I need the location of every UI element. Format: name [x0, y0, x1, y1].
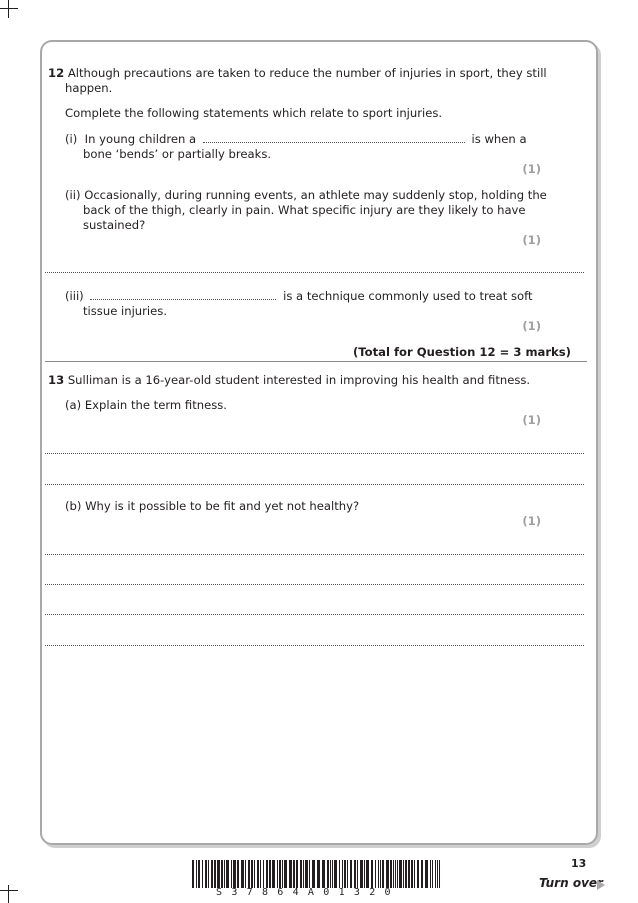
answer-line[interactable] — [45, 584, 584, 585]
barcode-bar — [208, 860, 209, 888]
barcode-bar — [364, 860, 365, 888]
barcode-bar — [266, 860, 268, 888]
question-divider — [45, 361, 587, 362]
barcode-bar — [386, 860, 389, 888]
part-text: is a technique commonly used to treat soft — [283, 289, 533, 303]
part-a-text: (a) Explain the term fitness. — [65, 398, 227, 412]
barcode-bar — [430, 860, 431, 888]
barcode-bar — [344, 860, 346, 888]
barcode-bar — [350, 860, 352, 888]
barcode-bar — [380, 860, 381, 888]
answer-line[interactable] — [45, 453, 584, 454]
marks-label: (1) — [522, 413, 541, 427]
instruction-text: Complete the following statements which relate to sport injuries. — [65, 106, 443, 120]
barcode-bar — [411, 860, 413, 888]
barcode-bar — [403, 860, 404, 888]
answer-line[interactable] — [45, 614, 584, 615]
question-12-stem — [48, 66, 547, 82]
part-ii — [65, 188, 547, 204]
barcode-bar — [245, 860, 246, 888]
part-text: tissue injuries. — [83, 304, 167, 318]
barcode-bar — [303, 860, 304, 888]
barcode-bar — [233, 860, 236, 888]
barcode-bar — [224, 860, 225, 888]
question-13-stem — [48, 373, 530, 389]
barcode-bar — [305, 860, 308, 888]
answer-blank[interactable] — [90, 290, 276, 300]
barcode-bar — [282, 860, 283, 888]
barcode-number: S37864A01320 — [216, 887, 400, 898]
barcode-bar — [397, 860, 398, 888]
barcode-bar — [393, 860, 394, 888]
answer-blank[interactable] — [203, 133, 465, 143]
barcode-bar — [347, 860, 348, 888]
part-text: back of the thigh, clearly in pain. What specific injury are they likely to have — [83, 203, 526, 217]
barcode-bar — [251, 860, 253, 888]
barcode-bar — [231, 860, 232, 888]
barcode-bar — [196, 860, 197, 888]
barcode-bar — [211, 860, 213, 888]
answer-line[interactable] — [45, 554, 584, 555]
barcode-bar — [279, 860, 281, 888]
barcode-bar — [322, 860, 325, 888]
barcode-bar — [260, 860, 261, 888]
barcode-bar — [395, 860, 396, 888]
barcode-bar — [317, 860, 320, 888]
barcode-bar — [382, 860, 384, 888]
barcode-bar — [330, 860, 331, 888]
barcode-bar — [357, 860, 358, 888]
barcode-bar — [217, 860, 220, 888]
barcode-bar — [296, 860, 298, 888]
barcode-bar — [354, 860, 356, 888]
barcode-bar — [437, 860, 438, 888]
barcode-bar — [254, 860, 255, 888]
barcode-bar — [289, 860, 292, 888]
barcode-bar — [312, 860, 315, 888]
barcode-bar — [263, 860, 264, 888]
answer-line[interactable] — [45, 272, 584, 273]
barcode-bar — [417, 860, 419, 888]
part-text: is when a — [471, 132, 527, 146]
barcode-bar — [202, 860, 203, 888]
question-text: Sulliman is a 16-year-old student interested in improving his health and fitness. — [67, 373, 531, 387]
barcode-bar — [414, 860, 415, 888]
barcode-bar — [366, 860, 369, 888]
barcode-bar — [371, 860, 373, 888]
marks-label: (1) — [522, 514, 541, 528]
question-total: (Total for Question 12 = 3 marks) — [353, 345, 571, 359]
barcode-bar — [269, 860, 271, 888]
part-label: (iii) — [65, 289, 84, 303]
barcode-bar — [205, 860, 207, 888]
part-iii — [65, 289, 533, 305]
barcode-bar — [272, 860, 275, 888]
crop-mark — [0, 8, 18, 9]
crop-mark — [8, 885, 9, 903]
part-i — [65, 132, 527, 148]
barcode-bar — [378, 860, 379, 888]
barcode-bar — [327, 860, 329, 888]
barcode-bar — [248, 860, 250, 888]
answer-line[interactable] — [45, 484, 584, 485]
barcode-bar — [399, 860, 402, 888]
answer-line[interactable] — [45, 645, 584, 646]
question-number: 12 — [48, 66, 65, 80]
part-text: In young children a — [84, 132, 197, 146]
barcode-bar — [221, 860, 223, 888]
crop-mark — [8, 0, 9, 18]
barcode-bar — [257, 860, 259, 888]
barcode-bar — [375, 860, 376, 888]
barcode — [192, 860, 442, 888]
barcode-bar — [421, 860, 423, 888]
barcode-bar — [439, 860, 440, 888]
barcode-bar — [339, 860, 340, 888]
barcode-bar — [332, 860, 333, 888]
barcode-bar — [309, 860, 310, 888]
arrow-right-icon — [597, 880, 605, 890]
question-text: Although precautions are taken to reduce the number of injuries in sport, they still — [67, 66, 547, 80]
marks-label: (1) — [522, 319, 541, 333]
marks-label: (1) — [522, 233, 541, 247]
part-label: (i) — [65, 132, 78, 146]
part-b-text: (b) Why is it possible to be fit and yet not healthy? — [65, 499, 360, 513]
barcode-bar — [293, 860, 295, 888]
barcode-bar — [432, 860, 433, 888]
question-number: 13 — [48, 373, 65, 387]
barcode-bar — [277, 860, 278, 888]
marks-label: (1) — [522, 162, 541, 176]
barcode-bar — [237, 860, 239, 888]
barcode-bar — [360, 860, 363, 888]
page-number: 13 — [571, 857, 587, 870]
barcode-bar — [435, 860, 436, 888]
barcode-bar — [214, 860, 216, 888]
barcode-bar — [192, 860, 194, 888]
part-text: Occasionally, during running events, an athlete may suddenly stop, holding the — [84, 188, 547, 202]
barcode-bar — [342, 860, 343, 888]
part-text: bone ‘bends’ or partially breaks. — [83, 147, 272, 161]
crop-mark — [0, 890, 18, 891]
barcode-bar — [241, 860, 244, 888]
barcode-bar — [334, 860, 337, 888]
barcode-bar — [405, 860, 407, 888]
turn-over-label: Turn over — [539, 876, 603, 890]
barcode-bar — [284, 860, 287, 888]
barcode-bar — [390, 860, 392, 888]
part-label: (ii) — [65, 188, 81, 202]
barcode-bar — [300, 860, 302, 888]
barcode-bar — [408, 860, 410, 888]
barcode-bar — [226, 860, 229, 888]
barcode-bar — [425, 860, 428, 888]
part-text: sustained? — [83, 218, 146, 232]
question-text: happen. — [65, 81, 113, 95]
barcode-bar — [198, 860, 200, 888]
